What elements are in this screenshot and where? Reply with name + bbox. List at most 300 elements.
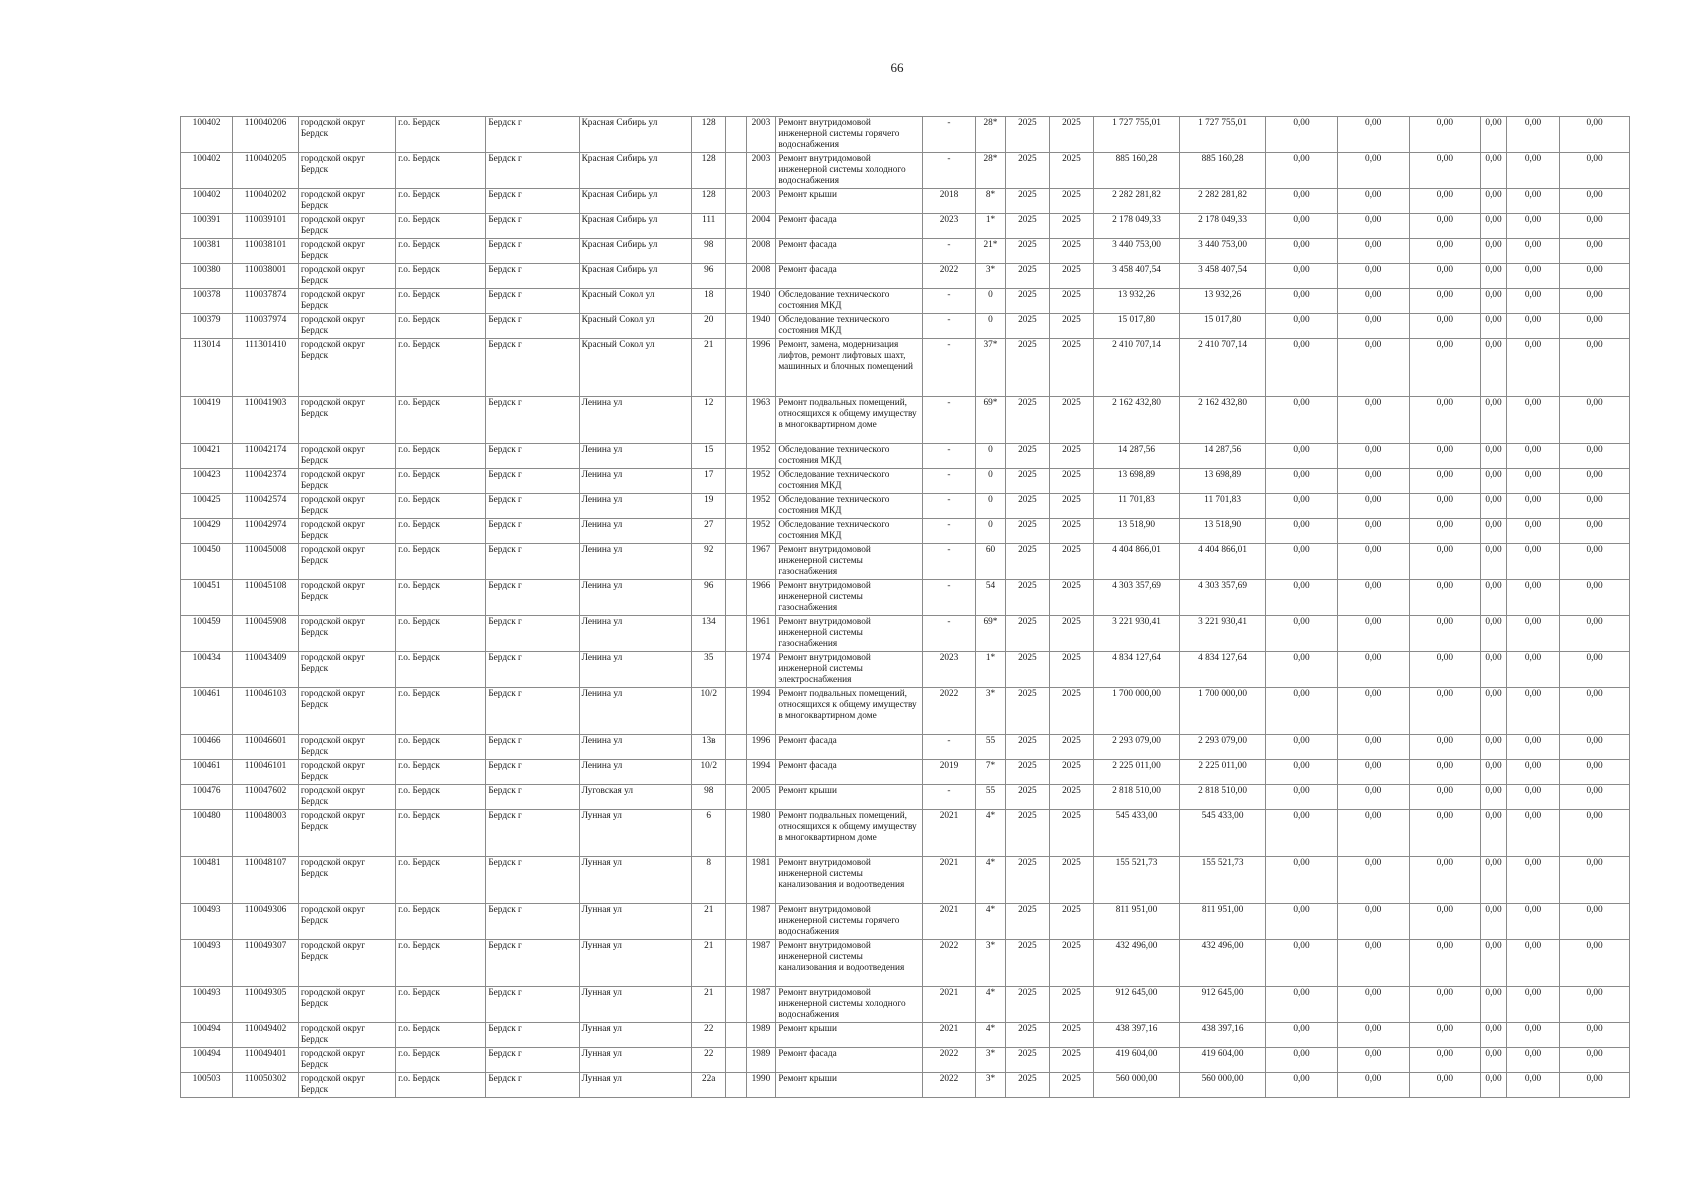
fund-5-cell: 0,00 [1506,1073,1559,1098]
previous-repair-year-cell: 2022 [922,688,975,735]
work-code-cell: 110038001 [233,264,299,289]
plan-year-end-cell: 2025 [1049,189,1093,214]
empty-cell [726,1073,746,1098]
plan-year-start-cell: 2025 [1005,264,1049,289]
fund-3-cell: 0,00 [1409,1048,1481,1073]
fund-4-cell: 0,00 [1481,1048,1507,1073]
fund-2-cell: 0,00 [1337,339,1409,397]
plan-year-end-cell: 2025 [1049,314,1093,339]
total-cost-cell: 2 282 281,82 [1180,189,1266,214]
fund-1-cell: 0,00 [1266,760,1338,785]
work-type-cell: Ремонт внутридомовой инженерной системы электроснабжения [776,652,923,688]
build-year-cell: 1980 [746,810,776,857]
fund-4-cell: 0,00 [1481,616,1507,652]
table-row [181,904,1630,940]
fund-6-cell: 0,00 [1560,544,1630,580]
empty-cell [726,580,746,616]
fund-2-cell: 0,00 [1337,153,1409,189]
plan-year-start-cell: 2025 [1005,735,1049,760]
district-cell: городской округ Бердск [298,987,395,1023]
go-cell: г.о. Бердск [396,785,486,810]
house-number-cell: 19 [692,494,726,519]
house-number-cell: 21 [692,940,726,987]
wear-cell: 3* [976,940,1006,987]
wear-cell: 0 [976,289,1006,314]
plan-year-end-cell: 2025 [1049,444,1093,469]
total-cost-cell: 15 017,80 [1180,314,1266,339]
plan-year-start-cell: 2025 [1005,857,1049,904]
house-number-cell: 15 [692,444,726,469]
fund-1-cell: 0,00 [1266,264,1338,289]
fund-1-cell: 0,00 [1266,153,1338,189]
work-code-cell: 110042374 [233,469,299,494]
fund-5-cell: 0,00 [1506,688,1559,735]
street-cell: Ленина ул [579,760,692,785]
fund-2-cell: 0,00 [1337,1023,1409,1048]
district-cell: городской округ Бердск [298,735,395,760]
object-id-cell: 100466 [181,735,233,760]
build-year-cell: 2008 [746,239,776,264]
total-cost-cell: 432 496,00 [1180,940,1266,987]
plan-year-start-cell: 2025 [1005,314,1049,339]
previous-repair-year-cell: 2022 [922,1073,975,1098]
plan-year-end-cell: 2025 [1049,519,1093,544]
table-row [181,214,1630,239]
table-row [181,153,1630,189]
previous-repair-year-cell: 2021 [922,904,975,940]
street-cell: Лунная ул [579,987,692,1023]
fund-5-cell: 0,00 [1506,519,1559,544]
fund-4-cell: 0,00 [1481,117,1507,153]
street-cell: Лунная ул [579,1073,692,1098]
object-id-cell: 100451 [181,580,233,616]
street-cell: Красный Сокол ул [579,289,692,314]
fund-1-cell: 0,00 [1266,857,1338,904]
district-cell: городской округ Бердск [298,688,395,735]
fund-5-cell: 0,00 [1506,987,1559,1023]
work-type-cell: Ремонт, замена, модернизация лифтов, ремонт лифтовых шахт, машинных и блочных помещений [776,339,923,397]
fund-4-cell: 0,00 [1481,214,1507,239]
fund-3-cell: 0,00 [1409,580,1481,616]
fund-6-cell: 0,00 [1560,469,1630,494]
fund-6-cell: 0,00 [1560,1048,1630,1073]
wear-cell: 3* [976,688,1006,735]
plan-year-start-cell: 2025 [1005,580,1049,616]
work-type-cell: Ремонт внутридомовой инженерной системы канализования и водоотведения [776,857,923,904]
empty-cell [726,760,746,785]
work-type-cell: Ремонт внутридомовой инженерной системы горячего водоснабжения [776,117,923,153]
district-cell: городской округ Бердск [298,397,395,444]
fund-3-cell: 0,00 [1409,239,1481,264]
empty-cell [726,189,746,214]
build-year-cell: 1981 [746,857,776,904]
go-cell: г.о. Бердск [396,616,486,652]
street-cell: Лунная ул [579,1048,692,1073]
fund-4-cell: 0,00 [1481,469,1507,494]
plan-year-start-cell: 2025 [1005,688,1049,735]
fund-1-cell: 0,00 [1266,652,1338,688]
house-number-cell: 128 [692,189,726,214]
fund-1-cell: 0,00 [1266,785,1338,810]
fund-2-cell: 0,00 [1337,289,1409,314]
total-cost-cell: 3 221 930,41 [1180,616,1266,652]
fund-5-cell: 0,00 [1506,544,1559,580]
table-row [181,616,1630,652]
work-type-cell: Обследование технического состояния МКД [776,519,923,544]
cost-cell: 2 282 281,82 [1093,189,1179,214]
city-cell: Бердск г [486,289,579,314]
total-cost-cell: 2 225 011,00 [1180,760,1266,785]
fund-1-cell: 0,00 [1266,339,1338,397]
previous-repair-year-cell: - [922,785,975,810]
fund-2-cell: 0,00 [1337,469,1409,494]
table-row [181,289,1630,314]
table-row [181,264,1630,289]
house-number-cell: 111 [692,214,726,239]
fund-6-cell: 0,00 [1560,117,1630,153]
work-type-cell: Ремонт внутридомовой инженерной системы канализования и водоотведения [776,940,923,987]
go-cell: г.о. Бердск [396,1048,486,1073]
district-cell: городской округ Бердск [298,264,395,289]
city-cell: Бердск г [486,580,579,616]
fund-5-cell: 0,00 [1506,580,1559,616]
city-cell: Бердск г [486,117,579,153]
object-id-cell: 100493 [181,987,233,1023]
object-id-cell: 100429 [181,519,233,544]
work-code-cell: 110048107 [233,857,299,904]
go-cell: г.о. Бердск [396,1023,486,1048]
previous-repair-year-cell: 2018 [922,189,975,214]
fund-4-cell: 0,00 [1481,1023,1507,1048]
fund-6-cell: 0,00 [1560,580,1630,616]
go-cell: г.о. Бердск [396,857,486,904]
fund-6-cell: 0,00 [1560,153,1630,189]
cost-cell: 4 303 357,69 [1093,580,1179,616]
street-cell: Ленина ул [579,580,692,616]
fund-4-cell: 0,00 [1481,544,1507,580]
table-row [181,940,1630,987]
fund-4-cell: 0,00 [1481,494,1507,519]
table-row [181,494,1630,519]
go-cell: г.о. Бердск [396,810,486,857]
cost-cell: 2 162 432,80 [1093,397,1179,444]
fund-3-cell: 0,00 [1409,117,1481,153]
fund-2-cell: 0,00 [1337,616,1409,652]
table-body [181,117,1630,1098]
fund-2-cell: 0,00 [1337,1048,1409,1073]
empty-cell [726,153,746,189]
total-cost-cell: 4 404 866,01 [1180,544,1266,580]
work-type-cell: Обследование технического состояния МКД [776,469,923,494]
city-cell: Бердск г [486,810,579,857]
object-id-cell: 100493 [181,904,233,940]
previous-repair-year-cell: 2021 [922,1023,975,1048]
empty-cell [726,239,746,264]
work-code-cell: 110050302 [233,1073,299,1098]
wear-cell: 0 [976,444,1006,469]
house-number-cell: 12 [692,397,726,444]
fund-3-cell: 0,00 [1409,339,1481,397]
cost-cell: 432 496,00 [1093,940,1179,987]
district-cell: городской округ Бердск [298,580,395,616]
fund-6-cell: 0,00 [1560,785,1630,810]
object-id-cell: 100503 [181,1073,233,1098]
fund-6-cell: 0,00 [1560,314,1630,339]
wear-cell: 28* [976,153,1006,189]
build-year-cell: 1974 [746,652,776,688]
fund-1-cell: 0,00 [1266,940,1338,987]
previous-repair-year-cell: - [922,117,975,153]
city-cell: Бердск г [486,1023,579,1048]
build-year-cell: 1996 [746,339,776,397]
empty-cell [726,904,746,940]
district-cell: городской округ Бердск [298,616,395,652]
work-code-cell: 110049305 [233,987,299,1023]
empty-cell [726,289,746,314]
fund-3-cell: 0,00 [1409,1023,1481,1048]
total-cost-cell: 2 178 049,33 [1180,214,1266,239]
build-year-cell: 1987 [746,904,776,940]
fund-1-cell: 0,00 [1266,688,1338,735]
go-cell: г.о. Бердск [396,987,486,1023]
table-row [181,987,1630,1023]
city-cell: Бердск г [486,189,579,214]
cost-cell: 13 698,89 [1093,469,1179,494]
street-cell: Ленина ул [579,519,692,544]
fund-2-cell: 0,00 [1337,940,1409,987]
table-row [181,688,1630,735]
wear-cell: 4* [976,810,1006,857]
fund-2-cell: 0,00 [1337,735,1409,760]
total-cost-cell: 4 303 357,69 [1180,580,1266,616]
fund-2-cell: 0,00 [1337,1073,1409,1098]
fund-4-cell: 0,00 [1481,580,1507,616]
fund-4-cell: 0,00 [1481,810,1507,857]
street-cell: Ленина ул [579,688,692,735]
city-cell: Бердск г [486,616,579,652]
go-cell: г.о. Бердск [396,760,486,785]
build-year-cell: 1989 [746,1048,776,1073]
previous-repair-year-cell: - [922,494,975,519]
total-cost-cell: 1 727 755,01 [1180,117,1266,153]
district-cell: городской округ Бердск [298,1073,395,1098]
wear-cell: 55 [976,785,1006,810]
house-number-cell: 22 [692,1023,726,1048]
fund-5-cell: 0,00 [1506,469,1559,494]
previous-repair-year-cell: - [922,580,975,616]
plan-year-start-cell: 2025 [1005,189,1049,214]
fund-3-cell: 0,00 [1409,444,1481,469]
plan-year-end-cell: 2025 [1049,688,1093,735]
fund-5-cell: 0,00 [1506,494,1559,519]
fund-1-cell: 0,00 [1266,1073,1338,1098]
previous-repair-year-cell: - [922,289,975,314]
street-cell: Лунная ул [579,904,692,940]
object-id-cell: 100434 [181,652,233,688]
build-year-cell: 1952 [746,519,776,544]
previous-repair-year-cell: 2021 [922,987,975,1023]
house-number-cell: 35 [692,652,726,688]
fund-3-cell: 0,00 [1409,987,1481,1023]
wear-cell: 0 [976,494,1006,519]
wear-cell: 69* [976,397,1006,444]
cost-cell: 545 433,00 [1093,810,1179,857]
total-cost-cell: 2 410 707,14 [1180,339,1266,397]
plan-year-end-cell: 2025 [1049,1073,1093,1098]
fund-2-cell: 0,00 [1337,117,1409,153]
go-cell: г.о. Бердск [396,339,486,397]
fund-4-cell: 0,00 [1481,735,1507,760]
city-cell: Бердск г [486,904,579,940]
wear-cell: 3* [976,264,1006,289]
fund-4-cell: 0,00 [1481,153,1507,189]
go-cell: г.о. Бердск [396,652,486,688]
street-cell: Красный Сокол ул [579,314,692,339]
object-id-cell: 100425 [181,494,233,519]
cost-cell: 560 000,00 [1093,1073,1179,1098]
fund-4-cell: 0,00 [1481,519,1507,544]
fund-4-cell: 0,00 [1481,857,1507,904]
city-cell: Бердск г [486,444,579,469]
street-cell: Ленина ул [579,444,692,469]
total-cost-cell: 13 698,89 [1180,469,1266,494]
fund-3-cell: 0,00 [1409,264,1481,289]
go-cell: г.о. Бердск [396,189,486,214]
fund-5-cell: 0,00 [1506,940,1559,987]
go-cell: г.о. Бердск [396,314,486,339]
empty-cell [726,1023,746,1048]
previous-repair-year-cell: - [922,397,975,444]
work-code-cell: 110045108 [233,580,299,616]
object-id-cell: 100421 [181,444,233,469]
cost-cell: 13 518,90 [1093,519,1179,544]
fund-1-cell: 0,00 [1266,117,1338,153]
street-cell: Ленина ул [579,397,692,444]
previous-repair-year-cell: - [922,444,975,469]
work-type-cell: Ремонт фасада [776,735,923,760]
city-cell: Бердск г [486,239,579,264]
house-number-cell: 21 [692,904,726,940]
go-cell: г.о. Бердск [396,397,486,444]
fund-2-cell: 0,00 [1337,652,1409,688]
fund-1-cell: 0,00 [1266,397,1338,444]
work-code-cell: 110042574 [233,494,299,519]
plan-year-start-cell: 2025 [1005,760,1049,785]
city-cell: Бердск г [486,1048,579,1073]
fund-3-cell: 0,00 [1409,314,1481,339]
fund-3-cell: 0,00 [1409,785,1481,810]
previous-repair-year-cell: - [922,735,975,760]
cost-cell: 4 404 866,01 [1093,544,1179,580]
city-cell: Бердск г [486,688,579,735]
build-year-cell: 1994 [746,760,776,785]
work-code-cell: 110040205 [233,153,299,189]
plan-year-start-cell: 2025 [1005,214,1049,239]
previous-repair-year-cell: - [922,519,975,544]
fund-5-cell: 0,00 [1506,1048,1559,1073]
fund-2-cell: 0,00 [1337,519,1409,544]
house-number-cell: 21 [692,987,726,1023]
district-cell: городской округ Бердск [298,239,395,264]
empty-cell [726,397,746,444]
cost-cell: 2 178 049,33 [1093,214,1179,239]
cost-cell: 885 160,28 [1093,153,1179,189]
fund-6-cell: 0,00 [1560,735,1630,760]
work-type-cell: Обследование технического состояния МКД [776,494,923,519]
fund-5-cell: 0,00 [1506,264,1559,289]
empty-cell [726,857,746,904]
table-row [181,857,1630,904]
district-cell: городской округ Бердск [298,810,395,857]
fund-5-cell: 0,00 [1506,616,1559,652]
work-code-cell: 110040202 [233,189,299,214]
wear-cell: 0 [976,469,1006,494]
plan-year-end-cell: 2025 [1049,760,1093,785]
fund-5-cell: 0,00 [1506,652,1559,688]
total-cost-cell: 545 433,00 [1180,810,1266,857]
work-type-cell: Ремонт внутридомовой инженерной системы холодного водоснабжения [776,987,923,1023]
work-code-cell: 110038101 [233,239,299,264]
fund-5-cell: 0,00 [1506,289,1559,314]
street-cell: Ленина ул [579,652,692,688]
go-cell: г.о. Бердск [396,264,486,289]
total-cost-cell: 2 818 510,00 [1180,785,1266,810]
city-cell: Бердск г [486,339,579,397]
work-type-cell: Ремонт фасада [776,1048,923,1073]
plan-year-end-cell: 2025 [1049,214,1093,239]
cost-cell: 419 604,00 [1093,1048,1179,1073]
fund-5-cell: 0,00 [1506,153,1559,189]
street-cell: Ленина ул [579,616,692,652]
work-type-cell: Ремонт крыши [776,785,923,810]
empty-cell [726,616,746,652]
house-number-cell: 128 [692,153,726,189]
house-number-cell: 18 [692,289,726,314]
plan-year-start-cell: 2025 [1005,397,1049,444]
fund-5-cell: 0,00 [1506,444,1559,469]
city-cell: Бердск г [486,760,579,785]
wear-cell: 3* [976,1073,1006,1098]
city-cell: Бердск г [486,987,579,1023]
work-type-cell: Ремонт внутридомовой инженерной системы горячего водоснабжения [776,904,923,940]
wear-cell: 0 [976,519,1006,544]
fund-6-cell: 0,00 [1560,289,1630,314]
house-number-cell: 22 [692,1048,726,1073]
fund-2-cell: 0,00 [1337,239,1409,264]
work-type-cell: Ремонт подвальных помещений, относящихся к общему имуществу в многоквартирном доме [776,688,923,735]
build-year-cell: 1994 [746,688,776,735]
work-code-cell: 110048003 [233,810,299,857]
build-year-cell: 1940 [746,314,776,339]
object-id-cell: 100402 [181,117,233,153]
fund-6-cell: 0,00 [1560,1023,1630,1048]
table-row [181,444,1630,469]
street-cell: Красная Сибирь ул [579,264,692,289]
empty-cell [726,810,746,857]
city-cell: Бердск г [486,153,579,189]
fund-1-cell: 0,00 [1266,544,1338,580]
build-year-cell: 1967 [746,544,776,580]
plan-year-end-cell: 2025 [1049,580,1093,616]
fund-2-cell: 0,00 [1337,760,1409,785]
wear-cell: 4* [976,987,1006,1023]
fund-5-cell: 0,00 [1506,189,1559,214]
house-number-cell: 27 [692,519,726,544]
cost-cell: 3 458 407,54 [1093,264,1179,289]
fund-2-cell: 0,00 [1337,987,1409,1023]
district-cell: городской округ Бердск [298,117,395,153]
fund-6-cell: 0,00 [1560,189,1630,214]
